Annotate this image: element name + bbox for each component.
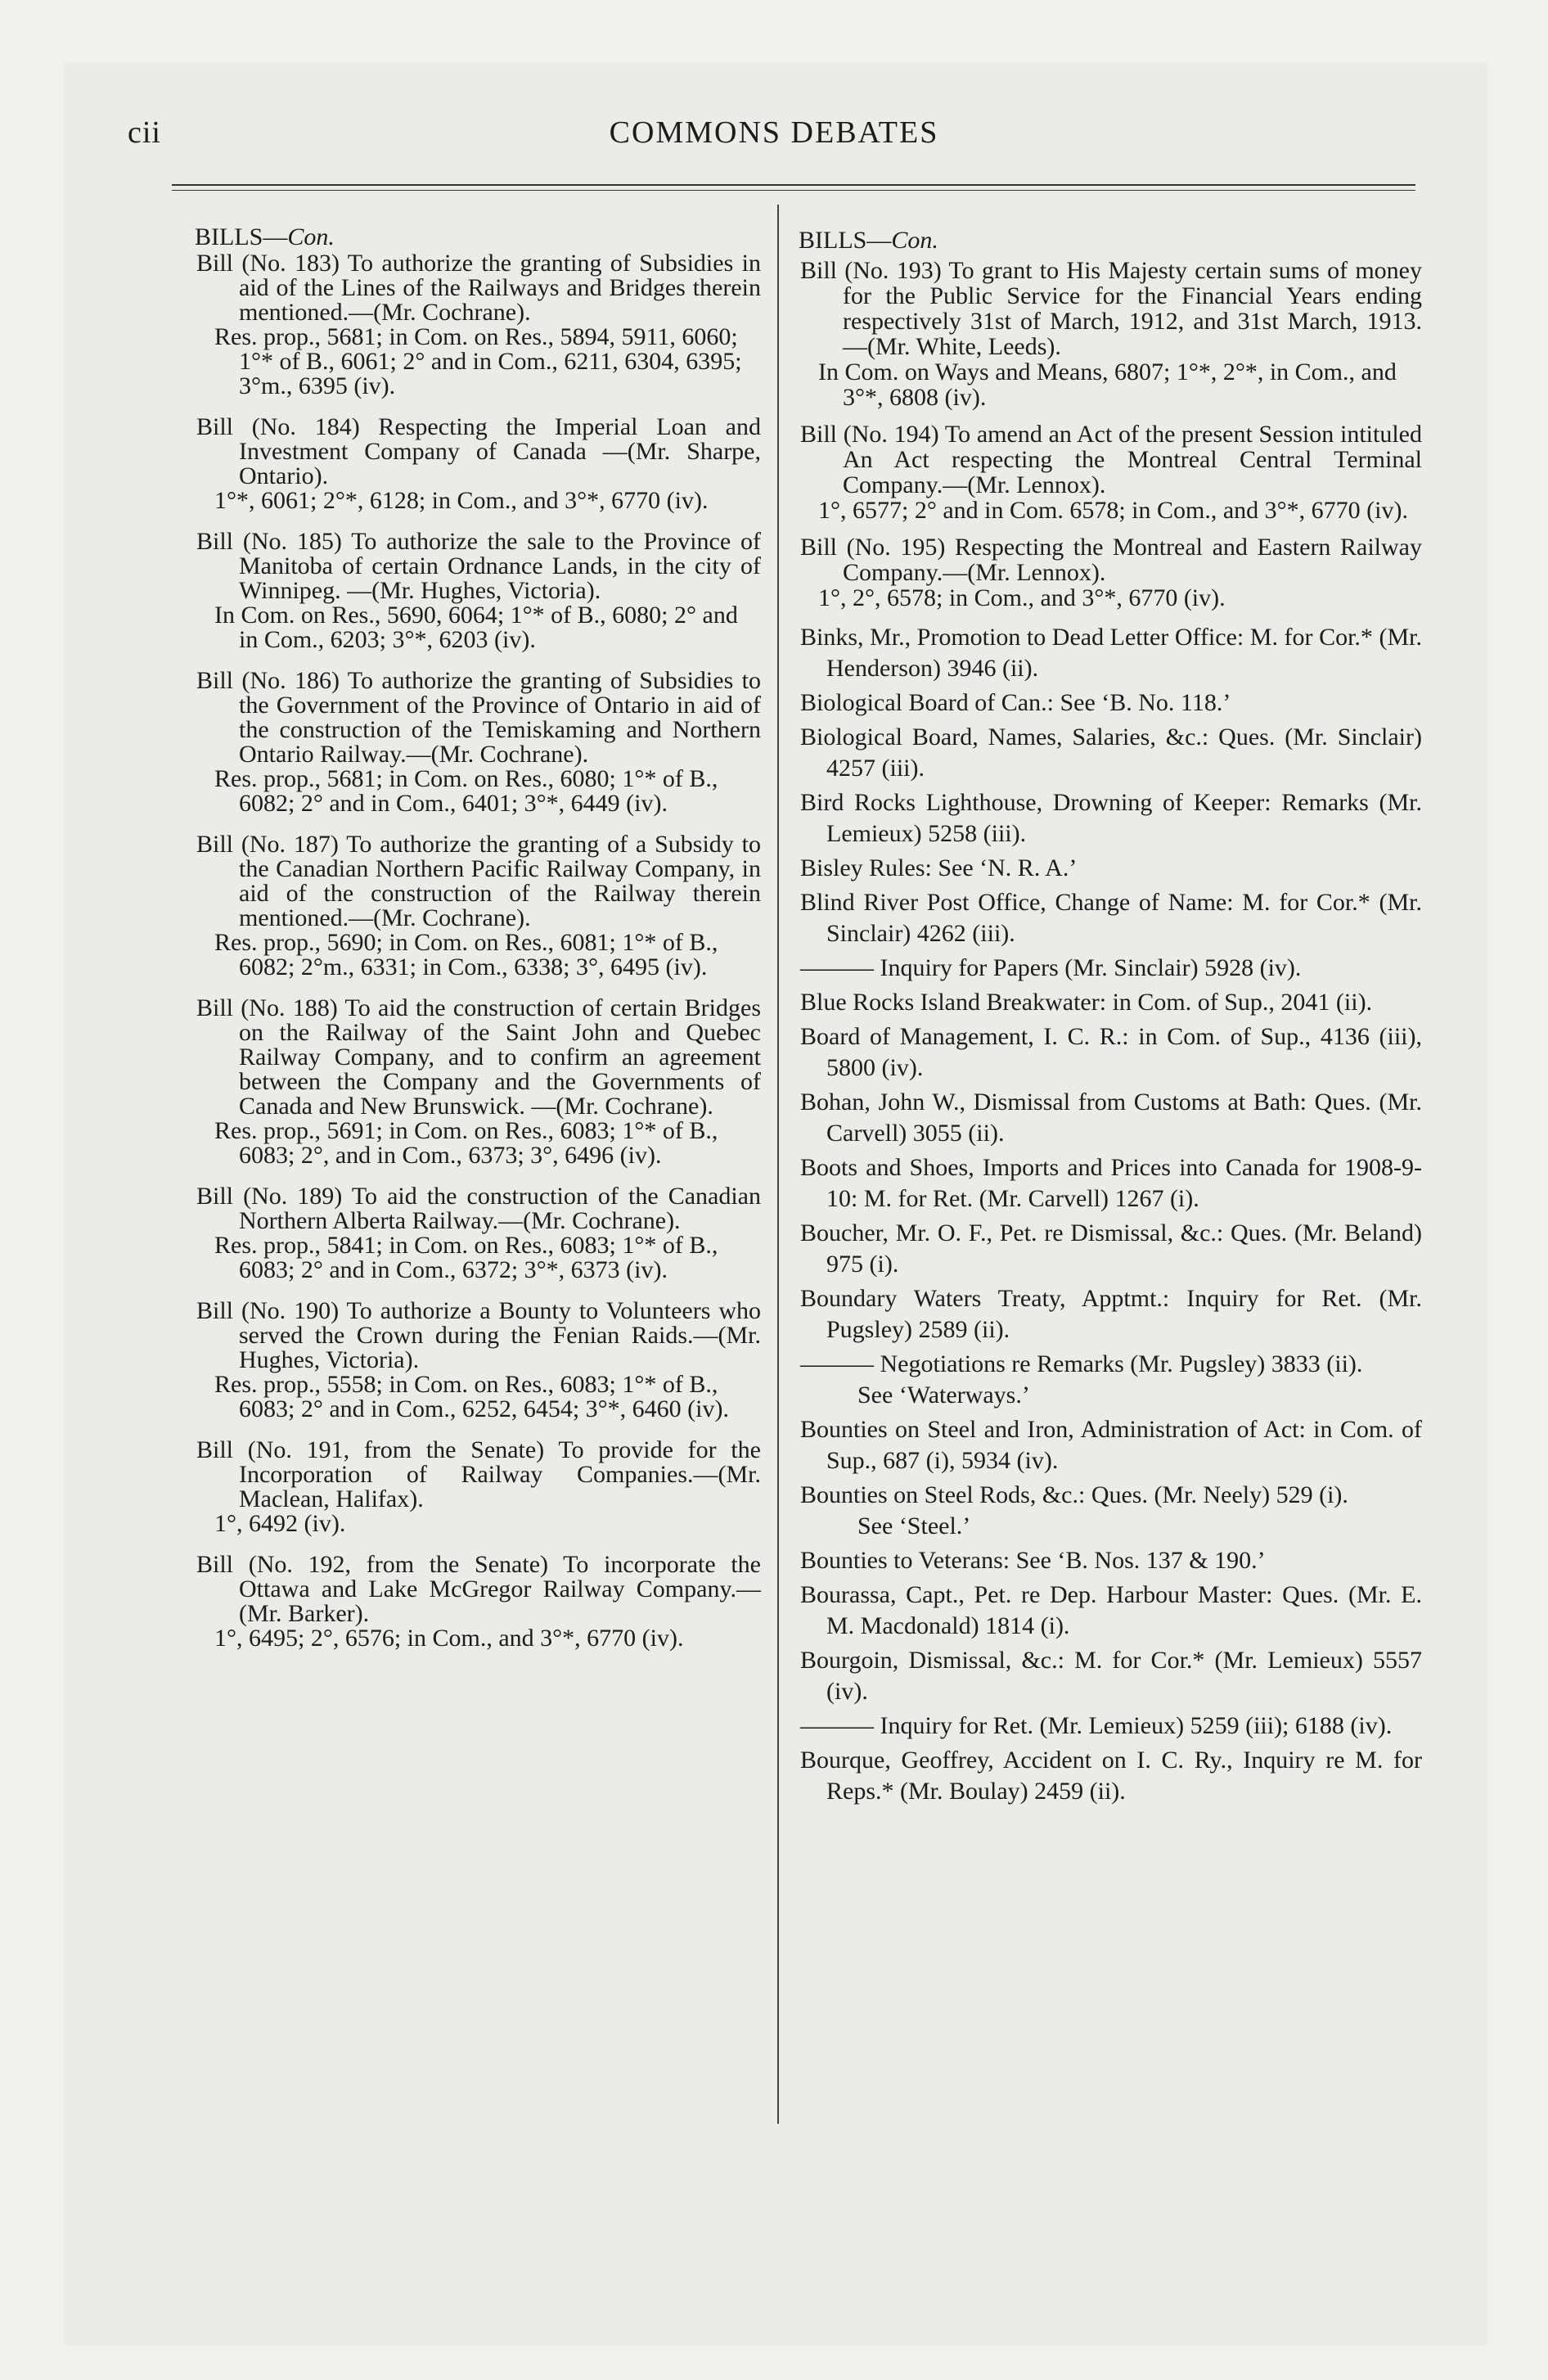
index-entry: Biological Board of Can.: See ‘B. No. 118.’ <box>800 689 1231 716</box>
index-entry: Bohan, John W., Dismissal from Customs at Bath: Ques. (Mr. Carvell) 3055 (ii). <box>800 1089 1422 1147</box>
bill-progress: 1°, 6492 (iv). <box>214 1510 346 1537</box>
index-entry: Biological Board, Names, Salaries, &c.: Ques. (Mr. Sinclair) 4257 (iii). <box>800 723 1422 782</box>
cross-reference: See ‘Waterways.’ <box>857 1382 1030 1409</box>
index-entry: Board of Management, I. C. R.: in Com. of Sup., 4136 (iii), 5800 (iv). <box>800 1023 1422 1081</box>
bill-progress: Res. prop., 5558; in Com. on Res., 6083; 1°* of B., 6083; 2° and in Com., 6252, 6454; 3°*, 6460 (iv). <box>214 1371 729 1422</box>
bill-entry <box>800 421 1422 523</box>
bill-entry <box>196 832 761 980</box>
bill-entry <box>196 1299 761 1422</box>
bill-progress: 1°, 2°, 6578; in Com., and 3°*, 6770 (iv). <box>818 584 1226 611</box>
bill-entry <box>196 415 761 513</box>
page-header <box>128 115 1420 164</box>
index-entry: ——— Negotiations re Remarks (Mr. Pugsley) 3833 (ii). <box>800 1350 1363 1377</box>
bill-progress: 1°, 6495; 2°, 6576; in Com., and 3°*, 6770 (iv). <box>214 1625 684 1652</box>
bill-title: Bill (No. 190) To authorize a Bounty to Volunteers who served the Crown during the Fenian Raids.—(Mr. Hughes, Victoria). <box>196 1297 761 1373</box>
index-entry: Boundary Waters Treaty, Apptmt.: Inquiry for Ret. (Mr. Pugsley) 2589 (ii). <box>800 1285 1422 1343</box>
bill-entry <box>800 258 1422 410</box>
index-entry: Blind River Post Office, Change of Name: M. for Cor.* (Mr. Sinclair) 4262 (iii). <box>800 889 1422 947</box>
index-entry: ——— Inquiry for Papers (Mr. Sinclair) 5928 (iv). <box>800 954 1302 981</box>
cross-reference: See ‘Steel.’ <box>857 1512 971 1539</box>
bill-title: Bill (No. 186) To authorize the granting of Subsidies to the Government of the Province of Ontario in aid of the construction of the Temiskaming and Northern Ontario Railway.—(Mr. Cochrane). <box>196 667 761 768</box>
bill-title: Bill (No. 184) Respecting the Imperial Loan and Investment Company of Canada —(Mr. Sharpe, Ontario). <box>196 413 761 489</box>
column-divider <box>777 205 779 2124</box>
bill-title: Bill (No. 183) To authorize the granting of Subsidies in aid of the Lines of the Railways and Bridges therein mentioned.—(Mr. Cochrane). <box>196 250 761 326</box>
bill-progress: Res. prop., 5681; in Com. on Res., 6080; 1°* of B., 6082; 2° and in Com., 6401; 3°*, 6449 (iv). <box>214 765 718 817</box>
bill-title: Bill (No. 194) To amend an Act of the present Session intituled An Act respecting the Montreal Central Terminal Company.—(Mr. Lennox). <box>800 421 1422 498</box>
index-entry: Bisley Rules: See ‘N. R. A.’ <box>800 854 1078 881</box>
index-entry: Bourgoin, Dismissal, &c.: M. for Cor.* (Mr. Lemieux) 5557 (iv). <box>800 1647 1422 1705</box>
bill-title: Bill (No. 192, from the Senate) To incorporate the Ottawa and Lake McGregor Railway Company.—(Mr. Barker). <box>196 1551 761 1627</box>
bill-entry <box>196 996 761 1168</box>
bill-title: Bill (No. 193) To grant to His Majesty certain sums of money for the Public Service for the Financial Years ending respectively 31st of March, 1912, and 31st March, 1913.—(Mr. White, Leeds). <box>800 257 1422 360</box>
index-entry-list <box>800 622 1422 1807</box>
index-entry: Binks, Mr., Promotion to Dead Letter Office: M. for Cor.* (Mr. Henderson) 3946 (ii). <box>800 624 1422 682</box>
bill-progress: In Com. on Ways and Means, 6807; 1°*, 2°*, in Com., and 3°*, 6808 (iv). <box>818 358 1397 411</box>
bill-progress: 1°, 6577; 2° and in Com. 6578; in Com., and 3°*, 6770 (iv). <box>818 497 1408 524</box>
index-entry: Boucher, Mr. O. F., Pet. re Dismissal, &c.: Ques. (Mr. Beland) 975 (i). <box>800 1219 1422 1278</box>
index-entry: Bounties on Steel and Iron, Administration of Act: in Com. of Sup., 687 (i), 5934 (iv). <box>800 1416 1422 1474</box>
bill-entry <box>196 1184 761 1282</box>
page-number: cii <box>128 115 161 150</box>
bill-entry <box>800 534 1422 611</box>
left-column <box>196 225 761 1667</box>
bill-entry <box>196 1553 761 1651</box>
index-entry: Bounties to Veterans: See ‘B. Nos. 137 & 190.’ <box>800 1547 1266 1574</box>
section-heading: BILLS—Con. <box>195 223 335 250</box>
section-heading: BILLS—Con. <box>799 227 938 254</box>
bill-progress: In Com. on Res., 5690, 6064; 1°* of B., 6080; 2° and in Com., 6203; 3°*, 6203 (iv). <box>214 602 738 653</box>
bill-list <box>196 251 761 1651</box>
bill-entry <box>196 251 761 399</box>
index-entry: ——— Inquiry for Ret. (Mr. Lemieux) 5259 (iii); 6188 (iv). <box>800 1712 1393 1739</box>
bill-progress: Res. prop., 5691; in Com. on Res., 6083; 1°* of B., 6083; 2°, and in Com., 6373; 3°, 6496 (iv). <box>214 1117 718 1169</box>
page-title: COMMONS DEBATES <box>609 115 939 150</box>
header-rule <box>172 184 1415 186</box>
index-entry: Bourque, Geoffrey, Accident on I. C. Ry., Inquiry re M. for Reps.* (Mr. Boulay) 2459 (ii). <box>800 1747 1422 1805</box>
bill-title: Bill (No. 185) To authorize the sale to the Province of Manitoba of certain Ordnance Lands, in the city of Winnipeg. —(Mr. Hughes, Victoria). <box>196 528 761 604</box>
bill-title: Bill (No. 195) Respecting the Montreal and Eastern Railway Company.—(Mr. Lennox). <box>800 534 1422 586</box>
bill-entry <box>196 1438 761 1536</box>
index-entry: Bourassa, Capt., Pet. re Dep. Harbour Master: Ques. (Mr. E. M. Macdonald) 1814 (i). <box>800 1581 1422 1639</box>
bill-entry <box>196 530 761 652</box>
bill-list <box>800 258 1422 611</box>
index-entry: Bounties on Steel Rods, &c.: Ques. (Mr. Neely) 529 (i). <box>800 1481 1348 1508</box>
index-entry: Blue Rocks Island Breakwater: in Com. of Sup., 2041 (ii). <box>800 989 1373 1016</box>
bill-entry <box>196 669 761 816</box>
bill-title: Bill (No. 188) To aid the construction of certain Bridges on the Railway of the Saint John and Quebec Railway Company, and to confirm an agreement between the Company and the Governments of Canada and New Brunswick. —(Mr. Cochrane). <box>196 994 761 1120</box>
bill-progress: 1°*, 6061; 2°*, 6128; in Com., and 3°*, 6770 (iv). <box>214 487 709 514</box>
bill-title: Bill (No. 189) To aid the construction of the Canadian Northern Alberta Railway.—(Mr. Cochrane). <box>196 1183 761 1234</box>
bill-progress: Res. prop., 5690; in Com. on Res., 6081; 1°* of B., 6082; 2°m., 6331; in Com., 6338; 3°, 6495 (iv). <box>214 929 718 980</box>
index-entry: Bird Rocks Lighthouse, Drowning of Keeper: Remarks (Mr. Lemieux) 5258 (iii). <box>800 789 1422 847</box>
right-column <box>800 225 1422 1810</box>
header-rule-thin <box>172 190 1415 191</box>
bill-title: Bill (No. 191, from the Senate) To provide for the Incorporation of Railway Companies.—(Mr. Maclean, Halifax). <box>196 1436 761 1512</box>
index-entry: Boots and Shoes, Imports and Prices into Canada for 1908-9-10: M. for Ret. (Mr. Carvell) 1267 (i). <box>800 1154 1422 1212</box>
bill-progress: Res. prop., 5681; in Com. on Res., 5894, 5911, 6060; 1°* of B., 6061; 2° and in Com., 6211, 6304, 6395; 3°m., 6395 (iv). <box>214 323 742 399</box>
bill-progress: Res. prop., 5841; in Com. on Res., 6083; 1°* of B., 6083; 2° and in Com., 6372; 3°*, 6373 (iv). <box>214 1232 718 1283</box>
bill-title: Bill (No. 187) To authorize the granting of a Subsidy to the Canadian Northern Pacific Railway Company, in aid of the construction of the Railway therein mentioned.—(Mr. Cochrane). <box>196 831 761 931</box>
